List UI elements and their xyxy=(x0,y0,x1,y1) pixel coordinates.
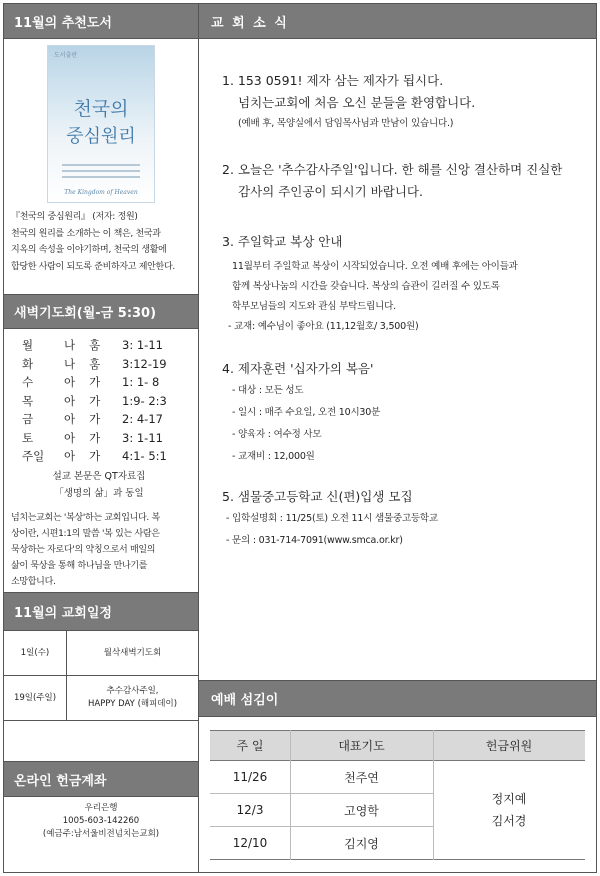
dawn-book: 아가 xyxy=(64,412,115,426)
news-item-title: 1. 153 0591! 제자 삼는 제자가 됩시다. xyxy=(222,73,444,88)
news-item-line: - 대상 : 모든 성도 xyxy=(232,385,304,396)
dawn-verse: 3: 1-11 xyxy=(122,338,163,352)
dawn-row xyxy=(22,355,202,374)
offering-header-label: 온라인 헌금계좌 xyxy=(14,773,107,789)
cover-title-line1: 천국의 xyxy=(73,98,129,120)
dawn-day: 수 xyxy=(22,375,34,389)
dawn-verse: 4:1- 5:1 xyxy=(122,449,167,463)
dawn-schedule xyxy=(22,336,202,466)
news-item-1 xyxy=(222,70,475,134)
schedule-event-line: 추수감사주일, xyxy=(106,686,159,696)
dawn-row xyxy=(22,447,202,466)
dawn-note-2: 「생명의 삶」과 동일 xyxy=(54,488,144,499)
book-desc-line: 합당한 사람이 되도록 준비하자고 제안한다. xyxy=(11,261,175,272)
news-item-line: 감사의 주인공이 되시기 바랍니다. xyxy=(238,184,423,199)
dawn-row xyxy=(22,373,202,392)
col-header-offering: 헌금위원 xyxy=(485,738,533,753)
news-item-3 xyxy=(222,231,518,337)
dawn-verse: 2: 4-17 xyxy=(122,412,163,426)
dawn-book: 아가 xyxy=(64,430,115,445)
dawn-verse: 1: 1- 8 xyxy=(122,375,160,389)
schedule-event xyxy=(67,676,198,720)
news-item-line: 함께 복상나눔의 시간을 갖습니다. 복상의 습관이 길러질 수 있도록 xyxy=(232,281,500,292)
meditation-description xyxy=(11,510,193,590)
dawn-row xyxy=(22,336,202,355)
meditation-desc-line: 묵상하는 자로다'의 약칭으로서 매일의 xyxy=(11,545,156,555)
offering-member: 김서경 xyxy=(491,814,527,828)
dawn-verse: 3: 1-11 xyxy=(122,430,163,445)
cover-text-lines xyxy=(62,164,140,182)
offering-header xyxy=(4,762,198,796)
book-header-label: 11월의 추천도서 xyxy=(14,15,112,31)
dawn-verse: 3:12-19 xyxy=(122,356,167,371)
divider xyxy=(199,716,596,717)
news-item-2 xyxy=(222,159,562,203)
serve-prayer: 천주연 xyxy=(344,770,379,785)
book-desc-line: 천국의 원리를 소개하는 이 책은, 천국과 xyxy=(11,228,161,239)
news-item-line: 11월부터 주일학교 복상이 시작되었습니다. 오전 예배 후에는 아이들과 xyxy=(232,261,518,272)
dawn-day: 토 xyxy=(22,430,34,445)
dawn-day: 화 xyxy=(22,356,34,371)
news-item-line: 학부모님들의 지도와 관심 부탁드립니다. xyxy=(232,301,396,312)
divider xyxy=(4,720,198,721)
book-cover-image xyxy=(47,45,155,203)
news-item-line: - 일시 : 매주 수요일, 오전 10시30분 xyxy=(232,407,381,418)
book-desc-line: 지옥의 속성을 이야기하며, 천국의 생활에 xyxy=(11,245,167,255)
dawn-book: 나훔 xyxy=(64,356,115,371)
schedule-date: 1일(수) xyxy=(20,647,50,658)
divider xyxy=(4,38,198,39)
dawn-book: 아가 xyxy=(64,393,115,408)
meditation-desc-line: 상이란, 시편1:1의 말씀 '복 있는 사람은 xyxy=(11,529,160,539)
dawn-day: 금 xyxy=(22,412,34,426)
col-header-prayer: 대표기도 xyxy=(338,738,385,753)
account-holder: (예금주:남서울비전넘치는교회) xyxy=(42,829,160,839)
table-line xyxy=(210,730,585,731)
dawn-book: 아가 xyxy=(64,449,115,463)
cover-title-line2: 중심원리 xyxy=(66,126,136,147)
book-description xyxy=(11,209,193,275)
news-item-4 xyxy=(222,358,380,468)
meditation-desc-line: 삶이 묵상을 통해 하나님을 만나기를 xyxy=(11,561,148,571)
news-item-title: 2. 오늘은 '추수감사주일'입니다. 한 해를 신앙 결산하며 진실한 xyxy=(222,162,563,177)
news-item-title: 3. 주일학교 복상 안내 xyxy=(222,234,343,249)
table-line xyxy=(210,859,585,860)
dawn-day: 목 xyxy=(22,393,34,408)
news-item-line: (예배 후, 목양실에서 담임목사님과 만남이 있습니다.) xyxy=(238,118,454,129)
dawn-note-1: 설교 본문은 QT자료집 xyxy=(52,471,146,482)
news-item-line: - 문의 : 031-714-7091(www.smca.or.kr) xyxy=(226,535,403,546)
bank-account-info xyxy=(4,802,198,841)
schedule-date: 19일(주일) xyxy=(13,692,57,703)
meditation-desc-line: 소망합니다. xyxy=(11,577,56,587)
offering-member: 정지예 xyxy=(491,792,527,806)
account-number: 1005-603-142260 xyxy=(62,816,140,826)
news-item-line: - 교재비 : 12,000원 xyxy=(232,451,315,462)
news-item-line: - 입학설명회 : 11/25(토) 오전 11시 샘물중고등학교 xyxy=(226,513,438,524)
book-header xyxy=(4,4,198,38)
col-header-date: 주 일 xyxy=(236,738,264,753)
offering-members xyxy=(433,761,585,859)
dawn-row xyxy=(22,410,202,429)
dawn-row xyxy=(22,392,202,411)
book-desc-line: 『천국의 중심원리』 (저자: 정원) xyxy=(11,212,138,222)
cover-subtitle: The Kingdom of Heaven xyxy=(64,189,138,196)
serve-date: 11/26 xyxy=(232,770,268,784)
serve-prayer: 김지영 xyxy=(344,836,379,851)
schedule-event-line: HAPPY DAY (해피데이) xyxy=(87,699,178,709)
news-item-5 xyxy=(222,486,438,552)
serve-prayer: 고영학 xyxy=(344,803,379,818)
dawn-book: 나훔 xyxy=(64,338,115,352)
schedule-event-line: 월삭새벽기도회 xyxy=(103,647,162,658)
serve-table xyxy=(210,730,585,860)
meditation-desc-line: 넘치는교회는 '복상'하는 교회입니다. 복 xyxy=(11,513,160,523)
news-header-label: 교 회 소 식 xyxy=(211,15,289,31)
dawn-row xyxy=(22,429,202,448)
schedule-header-label: 11월의 교회일정 xyxy=(14,606,112,621)
cover-publisher: 도서출판 xyxy=(54,52,78,59)
dawn-day: 주일 xyxy=(22,449,45,463)
news-header xyxy=(199,4,596,38)
news-item-title: 4. 제자훈련 '십자가의 복음' xyxy=(222,361,374,376)
divider xyxy=(4,796,198,797)
bank-name: 우리은행 xyxy=(84,803,118,813)
dawn-day: 월 xyxy=(22,338,34,352)
news-item-line: - 교재: 예수님이 좋아요 (11,12월호/ 3,500원) xyxy=(228,321,419,332)
dawn-verse: 1:9- 2:3 xyxy=(122,393,167,408)
serve-header-label: 예배 섬김이 xyxy=(211,693,279,708)
schedule-header xyxy=(4,593,198,630)
dawn-header xyxy=(4,295,198,328)
serve-header xyxy=(199,681,596,716)
news-item-title: 5. 샘물중고등학교 신(편)입생 모집 xyxy=(222,489,413,504)
dawn-header-label: 새벽기도회(월-금 5:30) xyxy=(14,306,157,321)
divider xyxy=(199,38,596,39)
schedule-event xyxy=(67,631,198,675)
news-item-line: - 양육자 : 여수정 사모 xyxy=(232,429,322,440)
dawn-book: 아가 xyxy=(64,375,115,389)
serve-date: 12/10 xyxy=(232,836,268,850)
serve-date: 12/3 xyxy=(236,803,264,817)
divider xyxy=(4,328,198,329)
news-item-line: 넘치는교회에 처음 오신 분들을 환영합니다. xyxy=(238,95,476,110)
